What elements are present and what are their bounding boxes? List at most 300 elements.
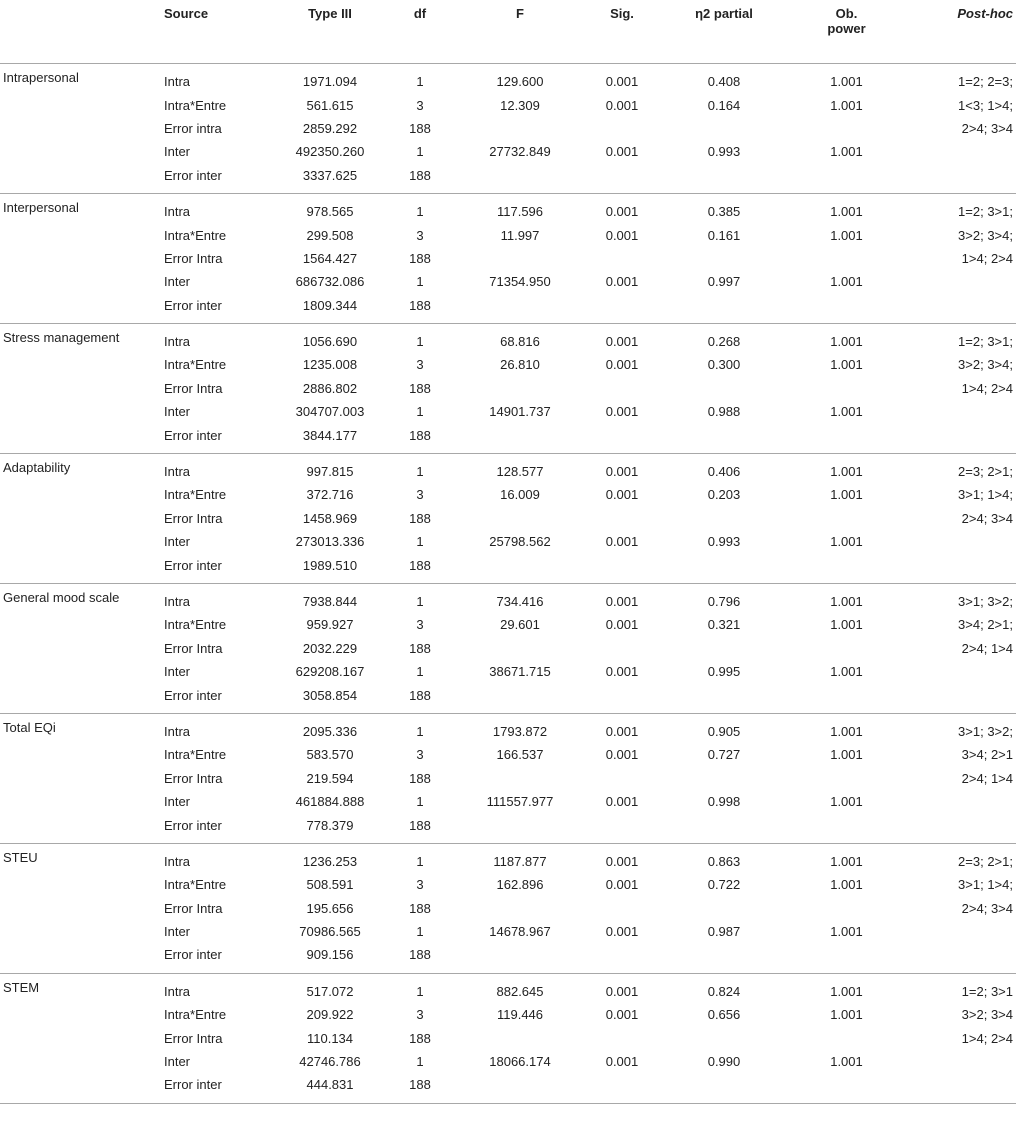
cell-df: 3	[416, 747, 424, 763]
header-row	[0, 0, 1016, 64]
cell-sig: 0.001	[605, 723, 639, 739]
group-label: Adaptability	[0, 453, 164, 583]
cell-type3: 1809.344	[270, 294, 390, 324]
cell-eta: 0.656	[707, 1007, 741, 1023]
cell-f	[450, 507, 590, 530]
cell-source: Inter	[164, 924, 191, 940]
cell-posthoc: 1>4; 2>4	[961, 1030, 1013, 1046]
cell-f	[450, 294, 590, 324]
group-label: General mood scale	[0, 583, 164, 713]
cell-source: Inter	[164, 1054, 191, 1070]
cell-sig	[590, 637, 654, 660]
cell-type3: 110.134	[306, 1030, 354, 1046]
cell-f	[450, 813, 590, 843]
cell-eta	[654, 164, 794, 194]
cell-posthoc	[899, 270, 1016, 293]
table-row	[0, 583, 1016, 613]
cell-power	[794, 683, 899, 713]
cell-posthoc: 1=2; 3>1;	[958, 334, 1013, 350]
cell-type3: 372.716	[306, 487, 354, 503]
cell-df: 3	[416, 357, 424, 373]
cell-source: Intra	[164, 723, 191, 739]
cell-posthoc	[899, 920, 1016, 943]
cell-eta	[654, 767, 794, 790]
cell-source: Error Intra	[164, 510, 223, 526]
cell-power: 1.001	[830, 853, 863, 869]
cell-power	[794, 423, 899, 453]
cell-posthoc: 1=2; 2=3;	[958, 74, 1013, 90]
cell-type3: 492350.260	[295, 144, 365, 160]
cell-posthoc	[899, 790, 1016, 813]
cell-posthoc: 2=3; 2>1;	[958, 853, 1013, 869]
cell-posthoc: 3>2; 3>4	[961, 1007, 1013, 1023]
cell-eta	[654, 294, 794, 324]
cell-power	[794, 767, 899, 790]
cell-source: Intra*Entre	[164, 227, 227, 243]
cell-sig: 0.001	[605, 334, 639, 350]
cell-posthoc	[899, 530, 1016, 553]
cell-sig	[590, 943, 654, 973]
header-eta: η2 partial	[654, 0, 794, 64]
cell-sig	[590, 247, 654, 270]
cell-f: 26.810	[500, 357, 540, 373]
header-posthoc: Post-hoc	[899, 0, 1016, 64]
cell-source: Intra	[164, 983, 191, 999]
group-label: Intrapersonal	[0, 64, 164, 194]
header-power-line2: power	[827, 21, 866, 36]
table-row	[0, 973, 1016, 1003]
cell-df: 1	[416, 74, 424, 90]
cell-source: Intra	[164, 464, 191, 480]
cell-sig: 0.001	[605, 794, 639, 810]
cell-sig	[590, 1026, 654, 1049]
cell-df: 188	[409, 1030, 431, 1046]
cell-eta	[654, 117, 794, 140]
cell-type3: 1971.094	[302, 74, 358, 90]
cell-source: Error Intra	[164, 1030, 223, 1046]
cell-type3: 778.379	[270, 813, 390, 843]
cell-power	[794, 117, 899, 140]
cell-posthoc: 1=2; 3>1	[961, 983, 1013, 999]
cell-power: 1.001	[830, 877, 863, 893]
cell-sig	[590, 423, 654, 453]
cell-f: 129.600	[496, 74, 544, 90]
cell-df: 188	[390, 683, 450, 713]
cell-source: Intra*Entre	[164, 877, 227, 893]
cell-f: 29.601	[500, 617, 540, 633]
cell-power: 1.001	[830, 723, 863, 739]
cell-source: Intra	[164, 594, 191, 609]
cell-type3: 2859.292	[302, 120, 358, 136]
cell-power: 1.001	[830, 594, 863, 609]
cell-type3: 1458.969	[302, 510, 358, 526]
table-row	[0, 193, 1016, 223]
group-label: Interpersonal	[0, 193, 164, 323]
cell-df: 188	[390, 423, 450, 453]
cell-eta: 0.406	[707, 464, 741, 480]
cell-source: Intra	[164, 204, 191, 220]
cell-eta: 0.863	[707, 853, 741, 869]
cell-sig	[590, 507, 654, 530]
cell-eta	[654, 1026, 794, 1049]
cell-posthoc: 2>4; 1>4	[961, 770, 1013, 786]
cell-source: Intra	[164, 74, 191, 90]
cell-posthoc	[899, 140, 1016, 163]
cell-type3: 508.591	[306, 877, 354, 893]
cell-sig: 0.001	[605, 227, 639, 243]
cell-power: 1.001	[830, 334, 863, 350]
cell-df: 3	[416, 487, 424, 503]
cell-df: 3	[416, 97, 424, 113]
cell-type3: 1236.253	[302, 853, 358, 869]
cell-f	[450, 423, 590, 453]
cell-source: Error Intra	[164, 250, 223, 266]
cell-f: 12.309	[500, 97, 540, 113]
cell-f: 1187.877	[493, 853, 547, 869]
cell-posthoc	[899, 683, 1016, 713]
cell-df: 3	[416, 1007, 424, 1023]
cell-eta: 0.796	[707, 594, 741, 609]
cell-source: Inter	[164, 274, 191, 290]
cell-sig: 0.001	[605, 853, 639, 869]
cell-type3: 3844.177	[270, 423, 390, 453]
cell-df: 1	[416, 464, 424, 480]
cell-eta: 0.268	[707, 334, 741, 350]
cell-power	[794, 507, 899, 530]
cell-posthoc: 3>4; 2>1	[961, 747, 1013, 763]
header-df: df	[390, 0, 450, 64]
cell-sig: 0.001	[605, 924, 639, 940]
cell-source: Error Intra	[164, 900, 223, 916]
cell-sig: 0.001	[605, 144, 639, 160]
cell-df: 1	[416, 1054, 424, 1070]
cell-eta: 0.203	[707, 487, 741, 503]
cell-power	[794, 164, 899, 194]
header-sig: Sig.	[590, 0, 654, 64]
cell-eta	[654, 553, 794, 583]
cell-f	[450, 377, 590, 400]
cell-posthoc: 1=2; 3>1;	[958, 204, 1013, 220]
cell-sig: 0.001	[605, 983, 639, 999]
cell-sig: 0.001	[605, 357, 639, 373]
cell-power: 1.001	[830, 534, 863, 550]
cell-f	[450, 117, 590, 140]
cell-df: 188	[409, 120, 431, 136]
cell-sig	[590, 683, 654, 713]
cell-type3: 978.565	[306, 204, 354, 220]
cell-df: 188	[409, 770, 431, 786]
cell-power: 1.001	[830, 144, 863, 160]
cell-source: Error inter	[164, 294, 270, 324]
cell-df: 3	[416, 617, 424, 633]
cell-eta	[654, 1073, 794, 1103]
header-power	[794, 0, 899, 64]
cell-posthoc: 2>4; 3>4	[961, 900, 1013, 916]
cell-type3: 209.922	[306, 1007, 354, 1023]
cell-f: 14678.967	[489, 924, 551, 940]
cell-type3: 583.570	[306, 747, 354, 763]
cell-f	[450, 683, 590, 713]
table-body	[0, 64, 1016, 1104]
cell-posthoc: 3>1; 3>2;	[958, 723, 1013, 739]
cell-eta: 0.990	[707, 1054, 741, 1070]
cell-source: Error inter	[164, 683, 270, 713]
cell-posthoc	[899, 164, 1016, 194]
cell-f: 68.816	[500, 334, 540, 350]
cell-df: 1	[416, 853, 424, 869]
cell-eta: 0.722	[707, 877, 741, 893]
cell-type3: 3337.625	[270, 164, 390, 194]
cell-f: 162.896	[496, 877, 544, 893]
cell-f: 119.446	[496, 1007, 544, 1023]
cell-type3: 304707.003	[295, 404, 365, 420]
cell-f: 117.596	[496, 204, 544, 220]
group-label: Stress management	[0, 323, 164, 453]
cell-f	[450, 943, 590, 973]
cell-f	[450, 1026, 590, 1049]
cell-f: 11.997	[500, 227, 540, 243]
cell-eta: 0.385	[707, 204, 741, 220]
group-label: STEU	[0, 843, 164, 973]
cell-df: 3	[416, 227, 424, 243]
cell-source: Error inter	[164, 423, 270, 453]
header-f: F	[450, 0, 590, 64]
cell-type3: 219.594	[306, 770, 354, 786]
cell-df: 1	[416, 274, 424, 290]
cell-posthoc: 1>4; 2>4	[961, 250, 1013, 266]
cell-eta	[654, 507, 794, 530]
cell-eta: 0.987	[707, 924, 741, 940]
cell-power: 1.001	[830, 747, 863, 763]
cell-source: Intra*Entre	[164, 1007, 227, 1023]
cell-f: 71354.950	[489, 274, 551, 290]
cell-posthoc: 2>4; 1>4	[961, 640, 1013, 656]
cell-sig: 0.001	[605, 74, 639, 90]
cell-type3: 444.831	[270, 1073, 390, 1103]
cell-df: 188	[390, 1073, 450, 1103]
header-type3: Type III	[270, 0, 390, 64]
cell-f: 38671.715	[489, 664, 551, 680]
cell-posthoc	[899, 294, 1016, 324]
cell-eta	[654, 813, 794, 843]
cell-sig: 0.001	[605, 747, 639, 763]
cell-sig: 0.001	[605, 664, 639, 680]
cell-sig	[590, 553, 654, 583]
cell-df: 188	[409, 900, 431, 916]
cell-source: Error inter	[164, 1073, 270, 1103]
cell-df: 1	[416, 334, 424, 350]
cell-eta: 0.905	[707, 723, 741, 739]
cell-df: 1	[416, 534, 424, 550]
cell-source: Error intra	[164, 120, 222, 136]
cell-type3: 629208.167	[295, 664, 365, 680]
cell-sig	[590, 294, 654, 324]
cell-source: Error Intra	[164, 770, 223, 786]
cell-source: Error Intra	[164, 380, 223, 396]
cell-power: 1.001	[830, 357, 863, 373]
cell-power	[794, 377, 899, 400]
cell-power: 1.001	[830, 487, 863, 503]
cell-posthoc: 3>2; 3>4;	[958, 227, 1013, 243]
table-header	[0, 0, 1016, 64]
cell-f: 27732.849	[489, 144, 551, 160]
cell-type3: 561.615	[306, 97, 354, 113]
cell-posthoc: 3>2; 3>4;	[958, 357, 1013, 373]
cell-sig	[590, 377, 654, 400]
cell-power: 1.001	[830, 1054, 863, 1070]
header-power-line1: Ob.	[835, 6, 858, 21]
cell-df: 188	[390, 294, 450, 324]
cell-f	[450, 164, 590, 194]
cell-eta: 0.988	[707, 404, 741, 420]
table-row	[0, 323, 1016, 353]
cell-source: Intra*Entre	[164, 357, 227, 373]
cell-f: 16.009	[500, 487, 540, 503]
cell-source: Inter	[164, 144, 191, 160]
cell-eta	[654, 423, 794, 453]
cell-posthoc	[899, 423, 1016, 453]
cell-power	[794, 897, 899, 920]
cell-posthoc: 2>4; 3>4	[961, 510, 1013, 526]
cell-source: Intra*Entre	[164, 617, 227, 633]
table-row	[0, 64, 1016, 94]
cell-type3: 1989.510	[270, 553, 390, 583]
cell-eta	[654, 247, 794, 270]
cell-power: 1.001	[830, 404, 863, 420]
cell-eta: 0.993	[707, 144, 741, 160]
header-source: Source	[164, 0, 270, 64]
cell-f	[450, 637, 590, 660]
cell-power: 1.001	[830, 983, 863, 999]
cell-source: Error Intra	[164, 640, 223, 656]
cell-posthoc	[899, 553, 1016, 583]
cell-source: Intra	[164, 853, 191, 869]
cell-f	[450, 553, 590, 583]
cell-posthoc	[899, 943, 1016, 973]
cell-posthoc	[899, 660, 1016, 683]
cell-f: 166.537	[496, 747, 544, 763]
cell-f: 734.416	[496, 594, 544, 609]
cell-sig: 0.001	[605, 594, 639, 609]
cell-df: 188	[409, 380, 431, 396]
cell-df: 1	[416, 983, 424, 999]
cell-sig: 0.001	[605, 274, 639, 290]
cell-sig: 0.001	[605, 534, 639, 550]
cell-posthoc: 1>4; 2>4	[961, 380, 1013, 396]
cell-eta: 0.995	[707, 664, 741, 680]
cell-eta	[654, 637, 794, 660]
cell-df: 188	[390, 553, 450, 583]
cell-sig	[590, 1073, 654, 1103]
cell-posthoc: 3>1; 3>2;	[958, 594, 1013, 609]
cell-type3: 273013.336	[295, 534, 365, 550]
cell-df: 188	[390, 164, 450, 194]
cell-f: 14901.737	[489, 404, 551, 420]
table-row	[0, 453, 1016, 483]
cell-df: 188	[409, 510, 431, 526]
cell-sig: 0.001	[605, 617, 639, 633]
cell-source: Intra*Entre	[164, 487, 227, 503]
cell-power	[794, 1073, 899, 1103]
cell-df: 1	[416, 594, 424, 609]
group-label: Total EQi	[0, 713, 164, 843]
cell-power	[794, 637, 899, 660]
table-row	[0, 843, 1016, 873]
cell-type3: 997.815	[306, 464, 354, 480]
cell-power	[794, 247, 899, 270]
cell-posthoc	[899, 813, 1016, 843]
cell-source: Error inter	[164, 813, 270, 843]
cell-power	[794, 943, 899, 973]
cell-power	[794, 1026, 899, 1049]
cell-source: Inter	[164, 404, 191, 420]
cell-power: 1.001	[830, 664, 863, 680]
cell-power: 1.001	[830, 74, 863, 90]
cell-type3: 195.656	[306, 900, 354, 916]
cell-posthoc: 1<3; 1>4;	[958, 97, 1013, 113]
cell-posthoc: 3>1; 1>4;	[958, 877, 1013, 893]
cell-power: 1.001	[830, 1007, 863, 1023]
cell-sig: 0.001	[605, 204, 639, 220]
cell-eta: 0.161	[707, 227, 741, 243]
cell-eta: 0.998	[707, 794, 741, 810]
cell-type3: 2886.802	[302, 380, 358, 396]
cell-type3: 959.927	[306, 617, 354, 633]
cell-eta: 0.727	[707, 747, 741, 763]
cell-power: 1.001	[830, 464, 863, 480]
cell-sig: 0.001	[605, 404, 639, 420]
cell-df: 1	[416, 723, 424, 739]
cell-posthoc: 2>4; 3>4	[961, 120, 1013, 136]
cell-eta: 0.300	[707, 357, 741, 373]
cell-power: 1.001	[830, 227, 863, 243]
cell-sig: 0.001	[605, 1054, 639, 1070]
cell-f: 882.645	[496, 983, 544, 999]
cell-power	[794, 553, 899, 583]
cell-eta	[654, 377, 794, 400]
cell-eta	[654, 683, 794, 713]
cell-df: 1	[416, 204, 424, 220]
cell-df: 1	[416, 144, 424, 160]
cell-source: Inter	[164, 534, 191, 550]
cell-f: 1793.872	[492, 723, 548, 739]
cell-sig: 0.001	[605, 877, 639, 893]
cell-source: Error inter	[164, 164, 270, 194]
cell-power: 1.001	[830, 274, 863, 290]
cell-sig: 0.001	[605, 464, 639, 480]
cell-eta: 0.993	[707, 534, 741, 550]
cell-f: 25798.562	[489, 534, 551, 550]
cell-sig	[590, 813, 654, 843]
cell-type3: 517.072	[306, 983, 354, 999]
cell-source: Inter	[164, 664, 191, 680]
cell-type3: 42746.786	[299, 1054, 361, 1070]
cell-f: 128.577	[496, 464, 544, 480]
cell-sig: 0.001	[605, 487, 639, 503]
cell-df: 1	[416, 924, 424, 940]
cell-sig	[590, 117, 654, 140]
cell-f: 111557.977	[486, 794, 554, 810]
cell-source: Intra*Entre	[164, 97, 227, 113]
cell-sig	[590, 767, 654, 790]
cell-f: 18066.174	[489, 1054, 551, 1070]
cell-df: 1	[416, 404, 424, 420]
cell-type3: 686732.086	[295, 274, 365, 290]
cell-source: Error inter	[164, 943, 270, 973]
cell-eta	[654, 897, 794, 920]
cell-source: Intra	[164, 334, 191, 350]
cell-sig: 0.001	[605, 1007, 639, 1023]
